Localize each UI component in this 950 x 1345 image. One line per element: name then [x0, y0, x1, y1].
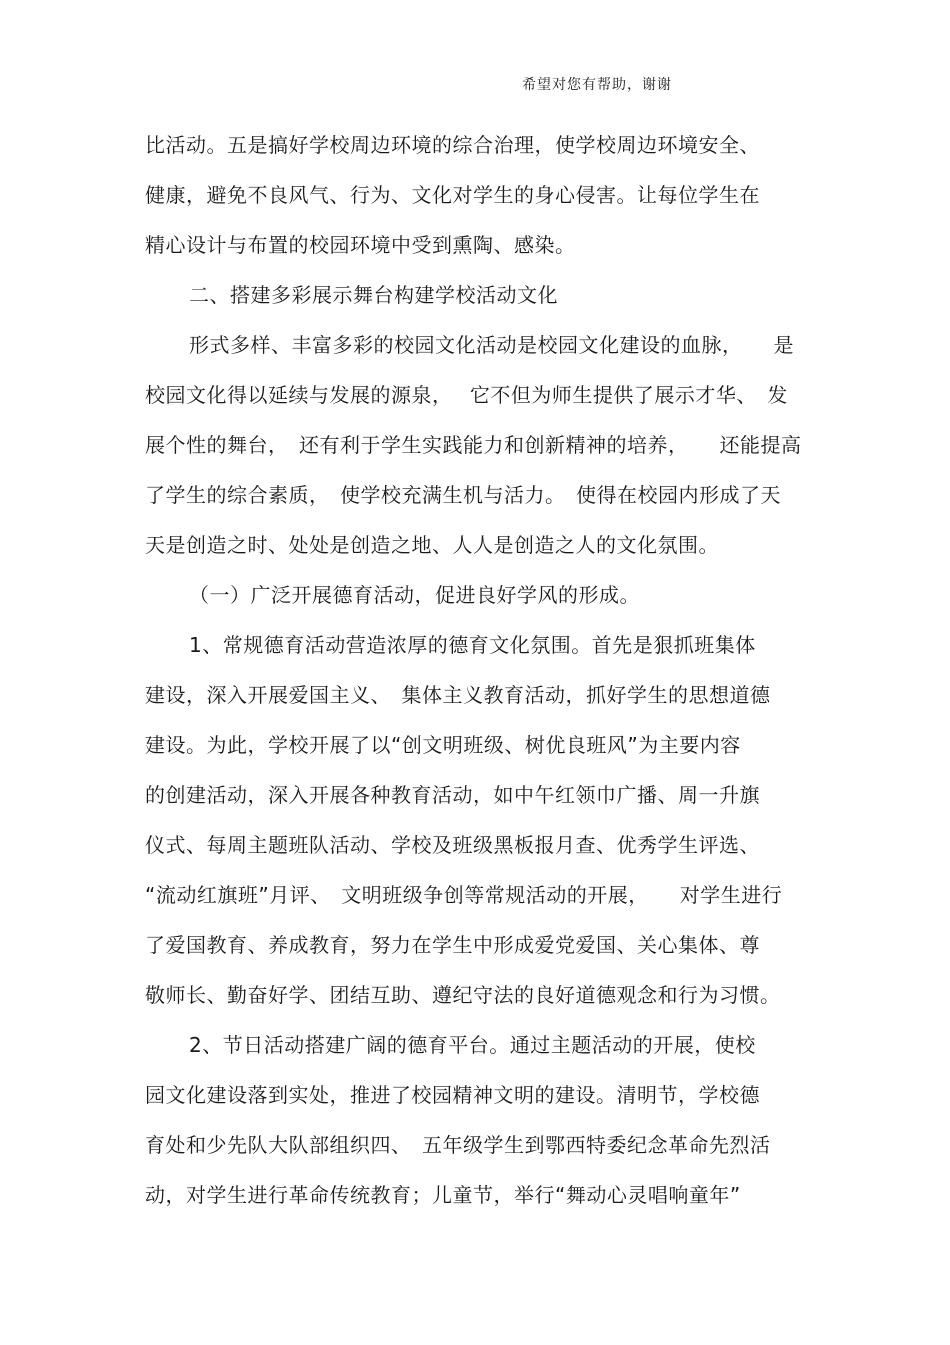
text-line: 校园文化得以延续与发展的源泉， 它不但为师生提供了展示才华、 发 — [145, 383, 788, 407]
section-heading: 二、搭建多彩展示舞台构建学校活动文化 — [189, 283, 558, 307]
text-line: 建设，深入开展爱国主义、 集体主义教育活动，抓好学生的思想道德 — [145, 683, 771, 707]
text-line: 健康，避免不良风气、行为、文化对学生的身心侵害。让每位学生在 — [145, 183, 760, 207]
text-line: 了爱国教育、养成教育，努力在学生中形成爱党爱国、关心集体、尊 — [145, 933, 760, 957]
text-line: 展个性的舞台， 还有利于学生实践能力和创新精神的培养， 还能提高 — [145, 433, 802, 457]
text-line: 仪式、每周主题班队活动、学校及班级黑板报月查、优秀学生评选、 — [145, 833, 760, 857]
page-header: 希望对您有帮助，谢谢 — [522, 77, 672, 93]
text-line: 1、常规德育活动营造浓厚的德育文化氛围。首先是狠抓班集体 — [189, 633, 756, 657]
text-line: 精心设计与布置的校园环境中受到熏陶、感染。 — [145, 233, 576, 257]
text-line: 形式多样、丰富多彩的校园文化活动是校园文化建设的血脉， 是 — [189, 333, 794, 357]
text-line: “流动红旗班”月评、 文明班级争创等常规活动的开展， 对学生进行 — [145, 883, 783, 907]
text-line: 敬师长、勤奋好学、团结互助、遵纪守法的良好道德观念和行为习惯。 — [145, 983, 781, 1007]
text-line: 育处和少先队大队部组织四、 五年级学生到鄂西特委纪念革命先烈活 — [145, 1133, 771, 1157]
text-line: 园文化建设落到实处，推进了校园精神文明的建设。清明节，学校德 — [145, 1083, 760, 1107]
text-line: 建设。为此，学校开展了以“创文明班级、树优良班风”为主要内容 — [145, 733, 741, 757]
text-line: 比活动。五是搞好学校周边环境的综合治理，使学校周边环境安全、 — [145, 133, 760, 157]
text-line: 天是创造之时、处处是创造之地、人人是创造之人的文化氛围。 — [145, 533, 719, 557]
text-line: 2、节日活动搭建广阔的德育平台。通过主题活动的开展，使校 — [189, 1033, 756, 1057]
text-line: 的创建活动，深入开展各种教育活动，如中午红领巾广播、周一升旗 — [145, 783, 760, 807]
subsection-heading: （一）广泛开展德育活动，促进良好学风的形成。 — [189, 583, 640, 607]
text-line: 动，对学生进行革命传统教育；儿童节，举行“舞动心灵唱响童年” — [145, 1183, 741, 1207]
text-line: 了学生的综合素质， 使学校充满生机与活力。 使得在校园内形成了天 — [145, 483, 781, 507]
